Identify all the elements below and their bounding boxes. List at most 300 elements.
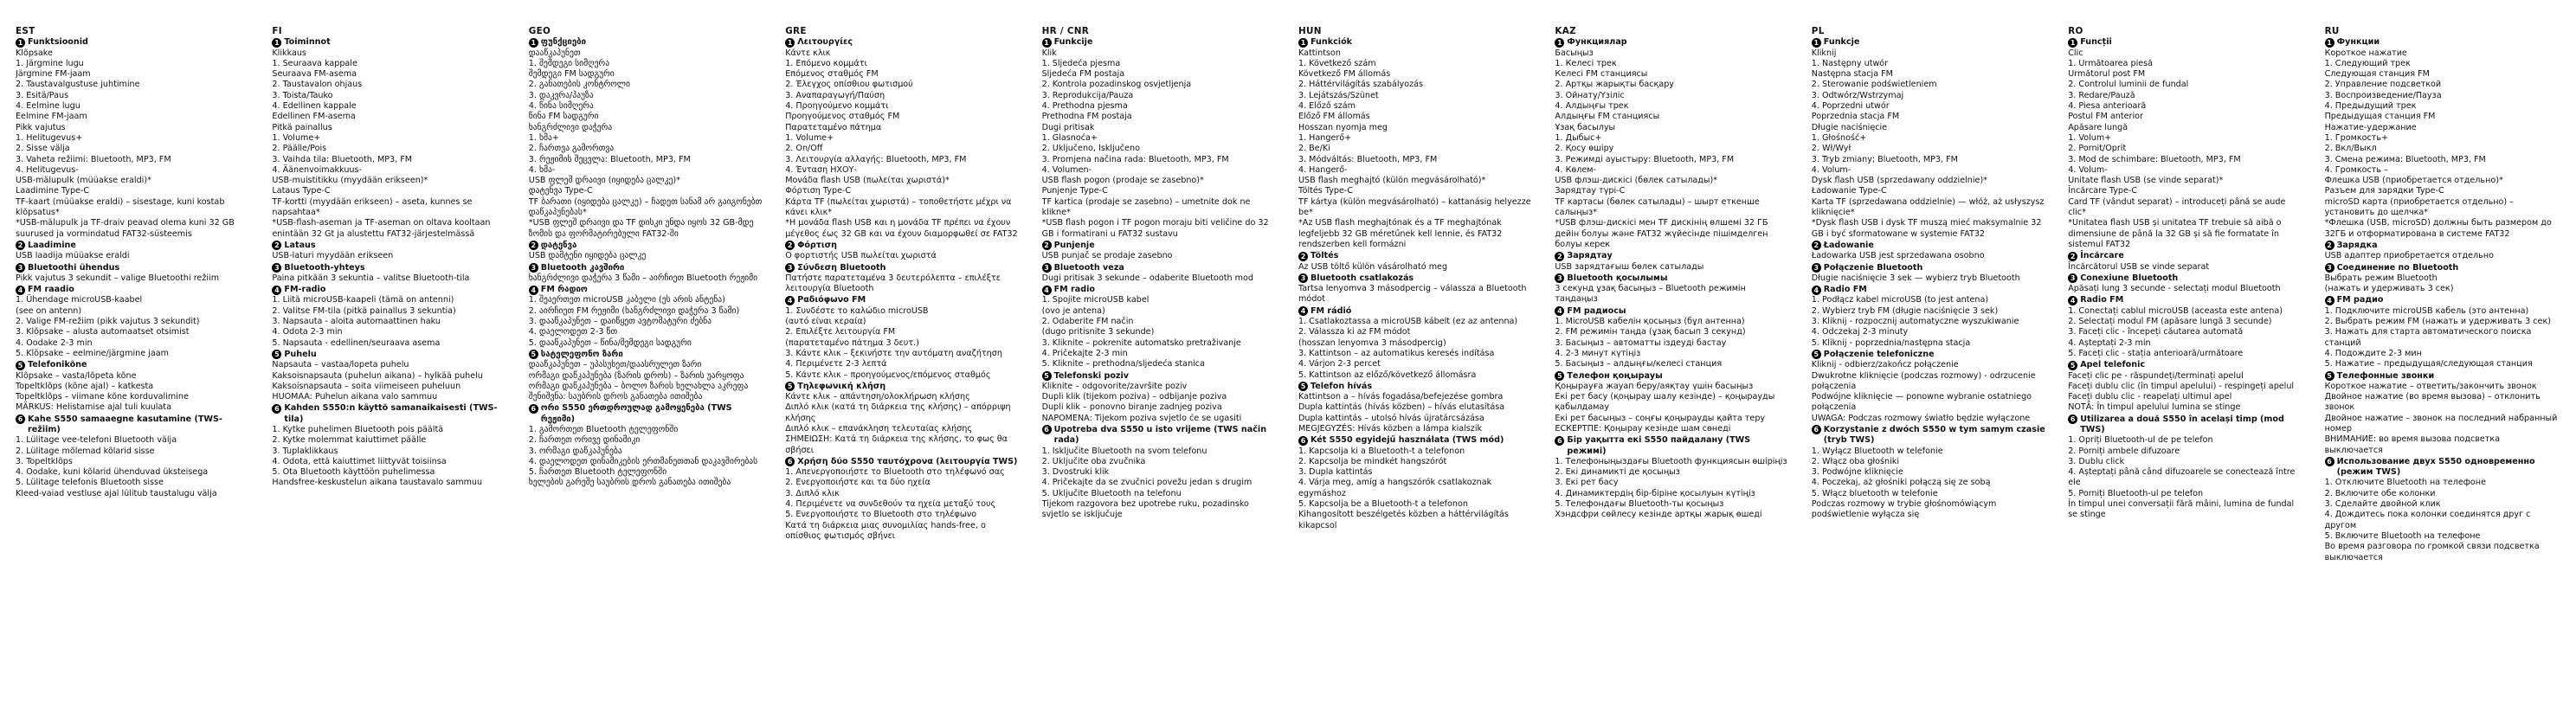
instruction-line: Poprzednia stacja FM (1811, 112, 1900, 122)
section-title: Зарядтау (1567, 251, 1613, 261)
instruction-line: Faceți clic pe - răspundeți/terminați apelul (2068, 370, 2244, 381)
manual-section (2068, 251, 2303, 273)
instruction-line: 5. Kliknite – prethodna/sljedeća stanica (1041, 359, 1205, 369)
section-title: Töltés (1310, 251, 1339, 261)
instruction-line: 3. Αναπαραγωγή/Παύση (785, 90, 886, 100)
section-heading (2068, 37, 2303, 48)
instruction-line: 4. Helitugevus- (16, 164, 79, 175)
section-heading (1555, 251, 1790, 261)
instruction-line: Laadimine Type-C (16, 186, 90, 196)
section-title: Телефонные звонки (2336, 370, 2435, 381)
section-title: FM raadio (28, 285, 74, 295)
instruction-line: Қоңырауға жауап беру/аяқтау үшін басыңыз (1555, 381, 1754, 391)
section-title: Χρήση δύο S550 ταυτόχρονα (λειτουργία TWS) (797, 456, 1018, 466)
manual-section (2068, 273, 2303, 295)
instruction-line: Pitkä painallus (272, 122, 332, 132)
instruction-line: Πατήστε παρατεταμένα 3 δευτερόλεπτα – επιλέξτε λειτουργία Bluetooth (785, 273, 1001, 294)
section-title: Bluetooth veza (1053, 262, 1124, 273)
instruction-line: Faceți dublu clic - reapelați ultimul apel (2068, 392, 2232, 402)
instruction-line: Podwójne kliknięcie — ponowne wybranie ostatniego połączenia (1811, 392, 2032, 413)
manual-section (1298, 435, 1534, 531)
section-number-badge: 4 (1298, 306, 1308, 316)
section-heading (529, 37, 764, 48)
section-heading (1042, 241, 1278, 251)
instruction-line: 4. Προηγούμενο κομμάτι (785, 101, 889, 112)
instruction-line: Klikkaus (272, 48, 306, 58)
instruction-line: Clic (2068, 48, 2083, 58)
instruction-line: 2. Wł/Wył (1811, 144, 1852, 154)
instruction-line: 3. რეჟიმის შეცვლა: Bluetooth, MP3, FM (528, 154, 691, 164)
section-title: Kahe S550 samaaegne kasutamine (TWS-režiim) (28, 414, 222, 434)
instruction-line: 2. FM режимін таңда (ұзақ басып 3 секунд) (1555, 327, 1746, 337)
instruction-line: UWAGA: Podczas rozmowy światło będzie wyłączone (1811, 413, 2031, 423)
instruction-line: 3. Dupla kattintás (1298, 467, 1373, 478)
instruction-line: 1. MicroUSB кабелін қосыңыз (бұл антенна) (1555, 317, 1745, 327)
instruction-line: 1. გამორთეთ Bluetooth ტელეფონში (528, 424, 679, 434)
section-heading (529, 263, 764, 273)
instruction-line: (παρατεταμένο πάτημα 3 δευτ.) (785, 337, 919, 348)
instruction-line: 3. Napsauta - aloita automaattinen haku (272, 317, 441, 327)
section-heading (785, 295, 1021, 305)
instruction-line: 1. Volume+ (785, 132, 834, 143)
section-title: Функции (2336, 37, 2380, 48)
section-title: Bluetooth csatlakozás (1310, 273, 1414, 283)
instruction-line: 5. Uključite Bluetooth na telefonu (1041, 488, 1182, 498)
instruction-line: 1. Συνδέστε το καλώδιο microUSB (785, 305, 929, 316)
manual-section (16, 241, 251, 262)
section-number-badge: 5 (272, 350, 281, 359)
instruction-line: *USB flash pogon i TF pogon moraju biti veličine do 32 GB i formatirani u FAT32 sustavu (1041, 218, 1269, 239)
section-title: Toiminnot (284, 37, 331, 48)
manual-section (1555, 273, 1790, 305)
instruction-line: Κάντε κλικ (785, 48, 831, 58)
section-heading (272, 403, 507, 425)
instruction-line: 1. Seuraava kappale (272, 58, 357, 68)
manual-section (1298, 273, 1534, 305)
instruction-line: TF-kortti (myydään erikseen) – aseta, kunnes se napsahtaa* (272, 196, 473, 218)
section-number-badge: 6 (1555, 436, 1564, 446)
section-title: Ładowanie (1823, 240, 1874, 250)
manual-section (16, 37, 251, 240)
instruction-line: 4. Дождитесь пока колонки соединятся друг с другом (2324, 510, 2531, 530)
section-heading (2325, 295, 2560, 305)
section-heading (272, 350, 507, 360)
instruction-line: MÄRKUS: Helistamise ajal tuli kuulata (16, 402, 171, 413)
instruction-line: დააწკაპუნეთ – უპასუხეთ/დაასრულეთ ზარი (528, 360, 702, 370)
section-number-badge: 2 (16, 241, 25, 250)
language-column (1042, 26, 1278, 721)
instruction-line: Unitate flash USB (se vinde separat)* (2068, 176, 2224, 186)
instruction-line: 1. Következő szám (1298, 58, 1376, 68)
instruction-line: 2. Uključeno, Isključeno (1041, 144, 1140, 154)
section-heading (1042, 425, 1278, 447)
instruction-line: Następna stacja FM (1811, 69, 1893, 80)
section-title: Lataus (284, 240, 316, 250)
instruction-line: Dupla kattintás (hívás közben) – hívás elutasítása (1298, 402, 1505, 413)
instruction-line: ΣΗΜΕΙΩΣΗ: Κατά τη διάρκεια της κλήσης, το φως θα σβήσει (785, 434, 1008, 455)
instruction-line: 2. On/Off (785, 144, 823, 154)
manual-section (1298, 37, 1534, 250)
section-number-badge: 6 (16, 414, 25, 424)
section-heading (529, 350, 764, 360)
instruction-line: 3. Mod de schimbare: Bluetooth, MP3, FM (2068, 154, 2241, 164)
instruction-line: 1. Ühendage microUSB-kaabel (16, 295, 143, 305)
language-code: GRE (785, 26, 807, 36)
instruction-line: Karta TF (sprzedawana oddzielnie) — włóż, aż usłyszysz kliknięcie* (1811, 196, 2045, 218)
instruction-line: (hosszan lenyomva 3 másodpercig) (1298, 337, 1446, 348)
instruction-line: 2. Выбрать режим FM (нажать и удерживать 3 сек) (2324, 317, 2551, 327)
section-number-badge: 1 (529, 38, 538, 48)
section-number-badge: 1 (2068, 38, 2077, 48)
language-column (16, 26, 251, 721)
section-heading (1555, 37, 1790, 48)
instruction-line: 1. Podłącz kabel microUSB (to jest antena) (1811, 295, 1989, 305)
manual-section (1812, 241, 2047, 262)
section-number-badge: 3 (2325, 263, 2334, 273)
instruction-line: 2. Ενεργοποιήστε και τα δύο ηχεία (785, 478, 931, 488)
instruction-line: 3. Promjena načina rada: Bluetooth, MP3, FM (1041, 154, 1229, 164)
instruction-line: 3. Воспроизведение/Пауза (2324, 90, 2442, 100)
section-title: Conexiune Bluetooth (2080, 273, 2179, 283)
instruction-line: 4. Hangerő- (1298, 164, 1348, 175)
section-title: Utilizarea a două S550 în același timp (mod TWS) (2080, 414, 2284, 434)
instruction-line: 3. ორმაგი დაწკაპუნება (528, 446, 622, 456)
instruction-line: 2. Артқы жарықты басқару (1555, 80, 1674, 90)
manual-section (272, 241, 507, 262)
section-number-badge: 4 (2325, 296, 2334, 305)
instruction-line: Kaksoisnapsauta – soita viimeiseen puheluun (272, 381, 461, 391)
section-title: FM radio (1053, 285, 1095, 295)
manual-section (1555, 37, 1790, 250)
instruction-line: 1. Glasnoća+ (1041, 132, 1098, 143)
manual-section (785, 263, 1021, 295)
instruction-line: Postul FM anterior (2068, 112, 2143, 122)
manual-section (16, 263, 251, 285)
section-heading (16, 263, 251, 273)
instruction-line: Kihangosított beszélgetés közben a háttérvilágítás kikapcsol (1298, 510, 1509, 530)
section-title: Kahden S550:n käyttö samanaikaisesti (TWS-tila) (284, 403, 498, 424)
instruction-line: 4. Динамиктердің бір-біріне қосылуын күтіңіз (1555, 488, 1755, 498)
instruction-line: Tartsa lenyomva 3 másodpercig – válassza a Bluetooth módot (1298, 284, 1527, 305)
instruction-line: 1. Volume+ (272, 132, 321, 143)
instruction-line: Во время разговора по громкой связи подсветка выключается (2324, 542, 2540, 562)
instruction-line: 3. Vaheta režiimi: Bluetooth, MP3, FM (16, 154, 171, 164)
instruction-line: 4. Așteptați 2-3 min (2068, 337, 2151, 348)
section-title: სატელეფონო ზარი (540, 349, 623, 359)
section-number-badge: 3 (2068, 273, 2077, 283)
section-heading (2068, 295, 2303, 305)
instruction-line: შემდეგი FM სადგური (528, 69, 615, 80)
section-heading (16, 414, 251, 436)
instruction-line: HUOMAA: Puhelun aikana valo sammuu (272, 392, 438, 402)
instruction-line: 3. Ойнату/Үзіліс (1555, 90, 1625, 100)
manual-section (529, 403, 764, 488)
instruction-line: Topeltklõps (kõne ajal) – katkesta (16, 381, 154, 391)
section-heading (1555, 435, 1790, 457)
manual-section (1812, 263, 2047, 285)
instruction-line: Двойное нажатие (во время вызова) – отклонить звонок (2324, 392, 2541, 413)
instruction-line: 5. Басыңыз – алдыңғы/келесі станция (1555, 359, 1723, 369)
section-number-badge: 5 (1298, 382, 1308, 391)
manual-section (1555, 435, 1790, 520)
instruction-line: Eelmine FM-jaam (16, 112, 87, 122)
section-number-badge: 1 (1555, 38, 1564, 48)
instruction-line: Pikk vajutus 3 sekundit – valige Bluetoothi režiim (16, 273, 220, 283)
section-number-badge: 3 (1298, 273, 1308, 283)
manual-section (2325, 37, 2560, 240)
instruction-line: 4. Oodake, kuni kõlarid ühenduvad üksteisega (16, 467, 209, 478)
instruction-line: 3. Topeltklõps (16, 456, 73, 466)
instruction-line: 5. Klõpsake – eelmine/järgmine jaam (16, 348, 169, 358)
instruction-line: 4. Piesa anterioară (2068, 101, 2147, 112)
instruction-line: 2. Controlul luminii de fundal (2068, 80, 2189, 90)
instruction-line: Κατά τη διάρκεια μιας συνομιλίας hands-free, ο οπίσθιος φωτισμός σβήνει (785, 520, 986, 541)
instruction-line: 3. Режимді ауыстыру: Bluetooth, MP3, FM (1555, 154, 1735, 164)
instruction-line: Зарядтау түрі-С (1555, 186, 1626, 196)
section-number-badge: 1 (2325, 38, 2334, 48)
section-title: Зарядка (2336, 240, 2378, 250)
instruction-line: (нажать и удерживать 3 сек) (2324, 284, 2454, 294)
manual-section (1042, 285, 1278, 369)
instruction-line: TF kartica (prodaje se zasebno) – umetnite dok ne klikne* (1041, 196, 1251, 218)
manual-section (272, 403, 507, 488)
instruction-line: 2. Válassza ki az FM módot (1298, 327, 1411, 337)
section-title: დატენვა (540, 240, 577, 250)
language-code: HR / CNR (1041, 26, 1090, 36)
instruction-line: Hosszan nyomja meg (1298, 122, 1388, 132)
instruction-line: 3 секунд ұзақ басыңыз – Bluetooth режимін таңдаңыз (1555, 284, 1746, 305)
instruction-line: USB-mälupulk (müüakse eraldi)* (16, 176, 151, 186)
instruction-line: Következő FM állomás (1298, 69, 1391, 80)
instruction-line: Seuraava FM-asema (272, 69, 357, 80)
instruction-line: 2. Επιλέξτε λειτουργία FM (785, 327, 896, 337)
instruction-line: TF ბარათი (იყიდება ცალკე) – ჩადეთ სანამ არ გაიგონებთ დაწკაპუნებას* (528, 196, 763, 218)
instruction-line: 4. დაელოდეთ დინამიკების ერთმანეთთან დაკავშირებას (528, 456, 758, 466)
section-heading (2325, 371, 2560, 382)
instruction-line: 3. Kliknite – pokrenite automatsko pretraživanje (1041, 337, 1241, 348)
manual-section (1555, 251, 1790, 273)
language-code: KAZ (1555, 26, 1576, 36)
instruction-line: 2. Sterowanie podświetleniem (1811, 80, 1937, 90)
instruction-line: 4. Περιμένετε να συνδεθούν τα ηχεία μεταξύ τους (785, 499, 996, 510)
instruction-line: TF kártya (külön megvásárolható) – kattanásig helyezze be* (1298, 196, 1531, 218)
instruction-line: 2. Включите обе колонки (2324, 488, 2436, 498)
section-title: Funktsioonid (28, 37, 88, 48)
instruction-line: 4. Odota 2-3 min (272, 327, 343, 337)
instruction-line: 4. 2-3 минут күтіңіз (1555, 348, 1641, 358)
instruction-line: Kattintson a – hívás fogadása/befejezése gombra (1298, 392, 1504, 402)
instruction-line: NAPOMENA: Tijekom poziva svjetlo će se ugasiti (1041, 413, 1242, 423)
section-heading (2068, 414, 2303, 436)
manual-section (2325, 241, 2560, 262)
instruction-line: USB флэш-дискісі (бөлек сатылады)* (1555, 176, 1718, 186)
instruction-line: *Dysk flash USB i dysk TF muszą mieć maksymalnie 32 GB i być sformatowane w systemie FAT32 (1811, 218, 2042, 239)
instruction-line: 3. Kliknij - rozpocznij automatyczne wyszukiwanie (1811, 317, 2019, 327)
instruction-line: 3. Redare/Pauză (2068, 90, 2135, 100)
language-column (1555, 26, 1790, 721)
instruction-line: 2. Управление подсветкой (2324, 80, 2442, 90)
instruction-line: 1. Următoarea piesă (2068, 58, 2154, 68)
section-title: Телефон қоңырауы (1567, 370, 1663, 381)
instruction-line: 1. Helitugevus+ (16, 132, 83, 143)
instruction-line: Dupla kattintás – utolsó hívás újratárcsázása (1298, 413, 1484, 423)
instruction-line: Ο φορτιστής USB πωλείται χωριστά (785, 251, 937, 261)
manual-section (272, 350, 507, 402)
instruction-line: 2. Έλεγχος οπίσθιου φωτισμού (785, 80, 913, 90)
manual-section (1042, 371, 1278, 424)
section-heading (1298, 273, 1534, 284)
section-title: Использование двух S550 одновременно (режим TWS) (2336, 456, 2535, 478)
section-number-badge: 5 (1555, 371, 1564, 381)
instruction-line: Екі рет басыңыз – соңғы қоңырауды қайта теру (1555, 413, 1766, 423)
section-heading (1042, 371, 1278, 382)
instruction-line: 4. Көлем- (1555, 164, 1597, 175)
instruction-line: 4. Volum- (1811, 164, 1852, 175)
language-code: FI (272, 26, 282, 36)
manual-section (1812, 285, 2047, 349)
section-number-badge: 6 (2068, 414, 2077, 424)
instruction-line: 3. Kattintson – az automatikus keresés indítása (1298, 348, 1495, 358)
instruction-line: Kleed-vaiad vestluse ajal lülitub taustalugu välja (16, 488, 217, 498)
instruction-line: 2. Екі динамикті де қосыңыз (1555, 467, 1680, 478)
section-heading (1812, 425, 2047, 447)
section-title: FM-radio (284, 285, 326, 295)
instruction-line: Kliknite – odgovorite/završite poziv (1041, 381, 1188, 391)
manual-section (785, 37, 1021, 240)
instruction-line: Ładowanie Type-C (1811, 186, 1887, 196)
section-number-badge: 6 (2325, 457, 2334, 466)
instruction-line: Kliknij - odbierz/zakończ połączenie (1811, 360, 1959, 370)
instruction-line: 1. Απενεργοποιήστε το Bluetooth στο τηλέφωνό σας (785, 467, 1005, 478)
section-heading (16, 360, 251, 370)
section-heading (272, 263, 507, 273)
instruction-line: Выбрать режим Bluetooth (2324, 273, 2438, 283)
section-title: Telefon hívás (1310, 381, 1373, 391)
instruction-line: Басыңыз (1555, 48, 1594, 58)
instruction-line: Card TF (vândut separat) – introduceți până se aude clic* (2068, 196, 2286, 218)
instruction-line: Topeltklõps – viimane kõne korduvalimine (16, 392, 189, 402)
manual-section (16, 360, 251, 413)
instruction-line: 5. Napsauta - edellinen/seuraava asema (272, 337, 441, 348)
section-heading (1298, 382, 1534, 392)
instruction-line: 1. Opriți Bluetooth-ul de pe telefon (2068, 435, 2213, 446)
section-number-badge: 3 (529, 263, 538, 273)
instruction-line: 5. Porniți Bluetooth-ul pe telefon (2068, 488, 2204, 498)
instruction-line: Παρατεταμένο πάτημα (785, 122, 882, 132)
instruction-line: Długie naciśnięcie (1811, 122, 1888, 132)
section-heading (785, 263, 1021, 273)
instruction-line: 4. Poprzedni utwór (1811, 101, 1890, 112)
language-code: GEO (528, 26, 551, 36)
instruction-line: 1. ხმა+ (528, 132, 559, 143)
section-number-badge: 2 (1042, 241, 1052, 250)
instruction-line: 3. Κάντε κλικ – ξεκινήστε την αυτόματη αναζήτηση (785, 348, 1002, 358)
manual-section (785, 457, 1021, 542)
instruction-line: USB flash meghajtó (külön megvásárolható)* (1298, 176, 1486, 186)
instruction-line: În timpul unei conversații fără mâini, lumina de fundal se stinge (2068, 499, 2295, 520)
section-title: Ραδιόφωνο FM (797, 295, 866, 305)
instruction-line: 4. Várjon 2-3 percet (1298, 359, 1381, 369)
instruction-line: 4. Odczekaj 2-3 minuty (1811, 327, 1909, 337)
section-heading (1298, 435, 1534, 446)
instruction-line: დააწკაპუნეთ (528, 48, 581, 58)
instruction-line: NOTĂ: În timpul apelului lumina se stinge (2068, 402, 2241, 413)
section-heading (1555, 273, 1790, 284)
instruction-line: Διπλό κλικ – επανάκληση τελευταίας κλήσης (785, 423, 973, 434)
manual-section (1812, 350, 2047, 424)
instruction-line: 1. Kapcsolja ki a Bluetooth-t a telefonon (1298, 446, 1465, 456)
instruction-line: Διπλό κλικ (κατά τη διάρκεια της κλήσης) – απόρριψη κλήσης (785, 402, 1011, 423)
instruction-line: Ұзақ басылуы (1555, 122, 1616, 132)
instruction-line: Klik (1041, 48, 1057, 58)
instruction-line: 1. Csatlakoztassa a microUSB kábelt (ez az antenna) (1298, 317, 1518, 327)
manual-section (2068, 414, 2303, 521)
instruction-line: 2. Lülitage mõlemad kõlarid sisse (16, 446, 155, 456)
section-heading (1812, 350, 2047, 360)
instruction-line: Следующая станция FM (2324, 69, 2430, 80)
section-number-badge: 5 (2325, 371, 2334, 381)
instruction-line: ხელების გარეშე საუბრის დროს განათება ითიშება (528, 478, 731, 488)
section-heading (1042, 263, 1278, 273)
section-heading (2068, 251, 2303, 261)
instruction-line: 1. Kytke puhelimen Bluetooth pois päältä (272, 424, 444, 434)
language-column (1298, 26, 1534, 721)
instruction-line: ორმაგი დაწკაპუნება (ზარის დროს) – ზარის უარყოფა (528, 370, 744, 381)
instruction-line: 1. Lülitage vee-telefoni Bluetooth välja (16, 435, 177, 446)
manual-section (785, 382, 1021, 456)
instruction-line: 3. Tryb zmiany; Bluetooth, MP3, FM (1811, 154, 1958, 164)
section-title: Korzystanie z dwóch S550 w tym samym czasie (tryb TWS) (1823, 424, 2045, 446)
language-code: HUN (1298, 26, 1322, 36)
instruction-line: 2. Valige FM-režiim (pikk vajutus 3 sekundit) (16, 317, 200, 327)
language-column (2068, 26, 2303, 721)
section-number-badge: 2 (785, 241, 795, 250)
section-heading (529, 403, 764, 425)
section-number-badge: 5 (529, 350, 538, 359)
section-heading (1812, 263, 2047, 273)
section-title: Бір уақытта екі S550 пайдалану (TWS режимі) (1567, 435, 1751, 456)
instruction-line: 5. Włącz bluetooth w telefonie (1811, 488, 1938, 498)
section-number-badge: 5 (1812, 350, 1821, 359)
instruction-line: (αυτό είναι κεραία) (785, 317, 866, 327)
instruction-line: 2. ჩართეთ ორივე დინამიკი (528, 435, 641, 446)
manual-section (16, 285, 251, 359)
section-number-badge: 3 (785, 263, 795, 273)
instruction-line: Apăsare lungă (2068, 122, 2128, 132)
instruction-line: USB laadija müüakse eraldi (16, 251, 130, 261)
instruction-line: 4. Pričekajte 2-3 min (1041, 348, 1128, 358)
instruction-line: 2. Odaberite FM način (1041, 317, 1134, 327)
instruction-line: microSD карта (приобретается отдельно) – установить до щелчка* (2324, 196, 2514, 218)
instruction-line: *Az USB flash meghajtónak és a TF meghajtónak legfeljebb 32 GB méretűnek kell lennie, és FAT32 rendszerben kell formázni (1298, 218, 1503, 249)
manual-section (1042, 263, 1278, 285)
instruction-line: Флешка USB (приобретается отдельно)* (2324, 176, 2503, 186)
instruction-line: ხანგრძლივი დაჭერა (528, 122, 613, 132)
section-number-badge: 6 (272, 404, 281, 414)
section-heading (785, 37, 1021, 48)
instruction-line: 5. Телефондағы Bluetooth-ты қосыңыз (1555, 499, 1724, 510)
instruction-line: 3. Toista/Tauko (272, 90, 333, 100)
instruction-line: Lataus Type-C (272, 186, 331, 196)
instruction-line: USB punjač se prodaje zasebno (1041, 251, 1173, 261)
instruction-line: MEGJEGYZÉS: Hívás közben a lámpa kialszik (1298, 423, 1483, 434)
instruction-line: 1. Conectați cablul microUSB (aceasta este antena) (2068, 305, 2283, 316)
manual-section (1555, 371, 1790, 435)
section-title: Bluetoothi ühendus (28, 262, 120, 273)
instruction-line: Tijekom razgovora bez upotrebe ruku, pozadinsko svjetlo se isključuje (1041, 499, 1249, 520)
section-title: Bluetooth კავშირი (540, 262, 625, 273)
instruction-line: Dysk flash USB (sprzedawany oddzielnie)* (1811, 176, 1987, 186)
